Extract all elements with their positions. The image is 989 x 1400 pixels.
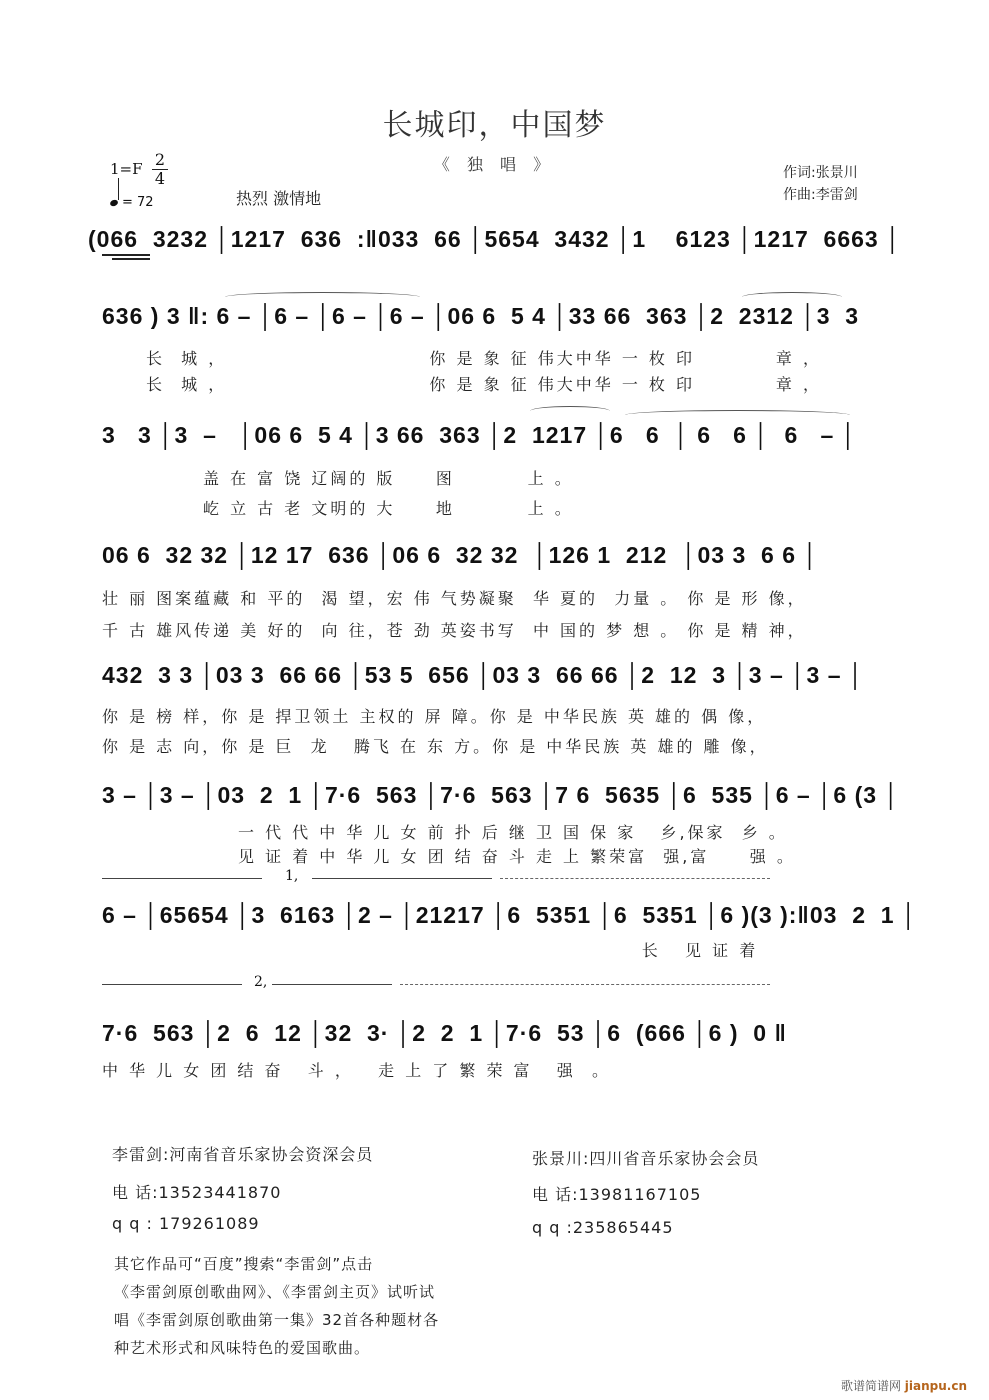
- time-signature-bottom: 4: [154, 169, 166, 188]
- lyric-row-2-verse-2: 长 城 ， 你 是 象 征 伟大中华 一 枚 印 章 ，: [146, 375, 822, 394]
- volta-2-label: 2,: [254, 974, 268, 990]
- expression-marking: 热烈 激情地: [236, 189, 322, 208]
- lyric-row-6-verse-1: 一 代 代 中 华 儿 女 前 扑 后 继 卫 国 保 家 乡,保家 乡 。: [238, 823, 788, 842]
- works-note-line: 唱《李雷剑原创歌曲第一集》32首各种题材各: [114, 1311, 440, 1329]
- lyric-row-3-verse-2: 屹 立 古 老 文明的 大 地 上 。: [203, 499, 574, 518]
- volta-1-label: 1,: [285, 868, 299, 884]
- score-row-2: 636 ) 3 ‖: 6 – │6 – │6 – │6 – │06 6 5 4 │33 66 363 │2 2312 │3 3: [102, 303, 860, 329]
- underline: [112, 258, 150, 260]
- lyric-row-4-verse-2: 千 古 雄风传递 美 好的 向 往，苍 劲 英姿书写 中 国的 梦 想 。 你 是 精 神，: [102, 621, 807, 640]
- key-signature: 1=F: [110, 160, 143, 178]
- composer-credit: 作曲:李雷剑: [783, 187, 858, 203]
- score-row-8: 7·6 563 │2 6 12 │32 3· │2 2 1 │7·6 53 │6 (666 │6 ) 0 ‖: [102, 1020, 787, 1046]
- composer-qq: q q : 179261089: [112, 1214, 260, 1233]
- watermark-en: jianpu.cn: [904, 1379, 967, 1393]
- quarter-note-icon: [109, 199, 119, 207]
- lyric-row-5-verse-1: 你 是 榜 样，你 是 捍卫领土 主权的 屏 障。你 是 中华民族 英 雄的 偶 像，: [102, 707, 767, 726]
- score-row-5: 432 3 3 │03 3 66 66 │53 5 656 │03 3 66 66 │2 12 3 │3 – │3 – │: [102, 662, 865, 688]
- slur: [625, 410, 850, 420]
- lyric-row-4-verse-1: 壮 丽 图案蕴藏 和 平的 渴 望，宏 伟 气势凝聚 华 夏的 力量 。 你 是 形 像，: [102, 589, 807, 608]
- score-row-3: 3 3 │3 – │06 6 5 4 │3 66 363 │2 1217 │6 6 │ 6 6 │ 6 – │: [102, 422, 858, 448]
- tempo-marking: [110, 195, 154, 210]
- volta-line: [102, 984, 242, 985]
- lyricist-qq: q q :235865445: [532, 1218, 674, 1237]
- lyricist-phone: 电 话:13981167105: [532, 1185, 702, 1204]
- slur: [530, 406, 610, 416]
- volta-line: [102, 878, 262, 879]
- score-row-6: 3 – │3 – │03 2 1 │7·6 563 │7·6 563 │7 6 5635 │6 535 │6 – │6 (3 │: [102, 782, 900, 808]
- lyricist-info-title: 张景川:四川省音乐家协会会员: [532, 1149, 760, 1168]
- score-row-1: (066 3232 │1217 636 :‖033 66 │5654 3432 │1 6123 │1217 6663 │: [88, 226, 902, 252]
- time-signature: [152, 152, 168, 187]
- works-note: [114, 1250, 439, 1362]
- tempo-value: = 72: [122, 195, 154, 210]
- score-row-4: 06 6 32 32 │12 17 636 │06 6 32 32 │126 1 212 │03 3 6 6 │: [102, 542, 819, 568]
- score-row-7: 6 – │65654 │3 6163 │2 – │21217 │6 5351 │6 5351 │6 )(3 ):‖03 2 1 │: [102, 902, 918, 928]
- underline: [102, 254, 150, 256]
- time-signature-top: 2: [154, 150, 166, 169]
- watermark-cn: 歌谱简谱网: [840, 1379, 901, 1393]
- lyric-row-3-verse-1: 盖 在 富 饶 辽阔的 版 图 上 。: [203, 469, 574, 488]
- site-watermark: [841, 1377, 967, 1394]
- works-note-line: 种艺术形式和风味特色的爱国歌曲。: [114, 1339, 371, 1357]
- composer-info-title: 李雷剑:河南省音乐家协会资深会员: [112, 1145, 374, 1164]
- composer-phone: 电 话:13523441870: [112, 1183, 282, 1202]
- lyricist-credit: 作词:张景川: [783, 165, 858, 181]
- volta-line-dashed: [400, 984, 770, 985]
- performance-type: 《 独 唱 》: [433, 155, 556, 174]
- works-note-line: 其它作品可“百度”搜索“李雷剑”点击: [114, 1255, 374, 1273]
- lyric-row-8: 中 华 儿 女 团 结 奋 斗 ， 走 上 了 繁 荣 富 强 。: [102, 1061, 611, 1080]
- works-note-line: 《李雷剑原创歌曲网》、《李雷剑主页》试听试: [114, 1283, 436, 1301]
- lyric-row-7: 长 见 证 着: [100, 941, 759, 960]
- volta-line: [272, 984, 392, 985]
- lyric-row-6-verse-2: 见 证 着 中 华 儿 女 团 结 奋 斗 走 上 繁荣富 强,富 强 。: [238, 847, 796, 866]
- volta-line-dashed: [500, 878, 770, 879]
- lyric-row-2-verse-1: 长 城 ， 你 是 象 征 伟大中华 一 枚 印 章 ，: [146, 349, 822, 368]
- slur: [742, 292, 842, 302]
- lyric-row-5-verse-2: 你 是 志 向，你 是 巨 龙 腾飞 在 东 方。你 是 中华民族 英 雄的 雕 像，: [102, 737, 769, 756]
- slur: [225, 292, 420, 302]
- song-title: 长城印，中国梦: [382, 108, 607, 143]
- volta-line: [312, 878, 492, 879]
